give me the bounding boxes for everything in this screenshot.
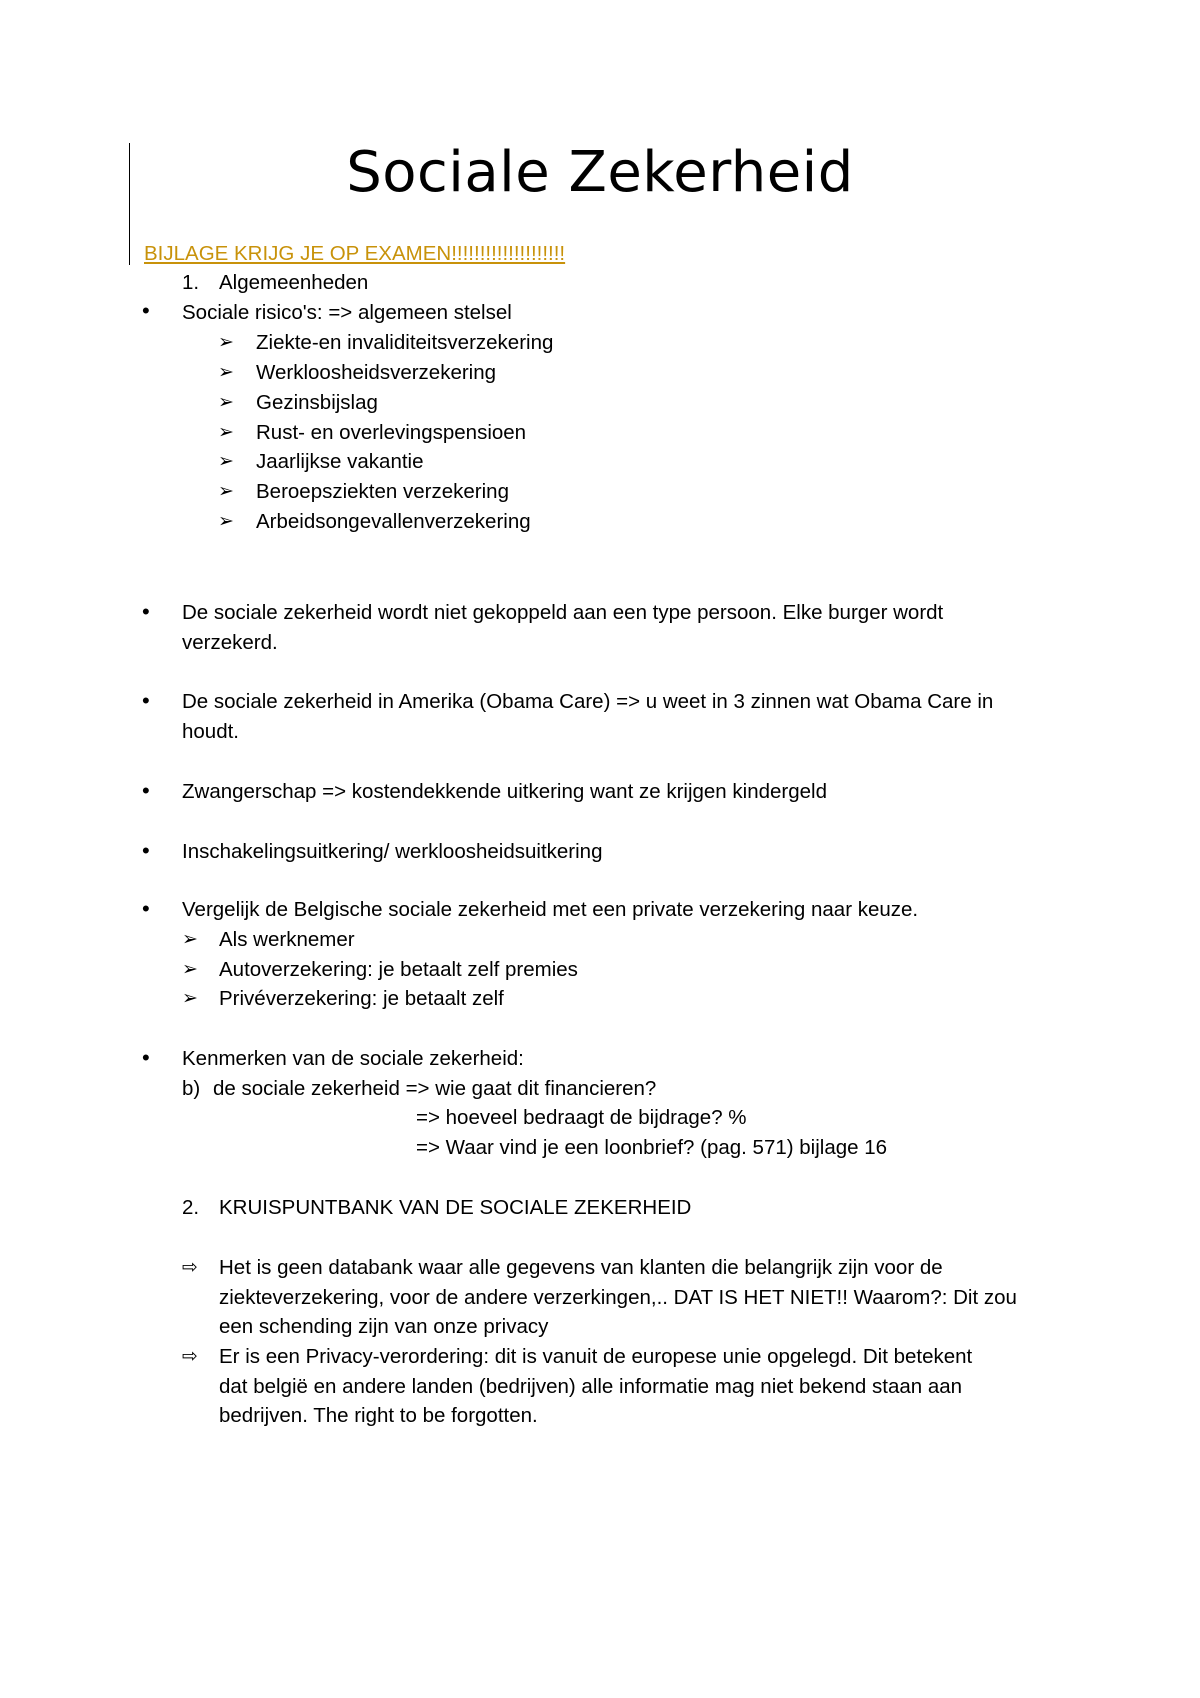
section-2-p2-line-2: dat belgië en andere landen (bedrijven) alle informatie mag niet bekend staan aan xyxy=(219,1375,963,1398)
bullet-3-line-1: De sociale zekerheid in Amerika (Obama Care) => u weet in 3 zinnen wat Obama Care in xyxy=(182,690,994,713)
arrow-risk-3: ➢ xyxy=(218,392,234,413)
arrow-risk-5: ➢ xyxy=(218,451,234,472)
bullet-7-text: Kenmerken van de sociale zekerheid: xyxy=(182,1047,524,1070)
section-2-p2-line-1: Er is een Privacy-verordering: dit is vanuit de europese unie opgelegd. Dit betekent xyxy=(219,1345,973,1368)
bullet-5-text: Inschakelingsuitkering/ werkloosheidsuitkering xyxy=(182,840,603,863)
bullet-6: • xyxy=(142,896,150,921)
b7-sub-line-3: => Waar vind je een loonbrief? (pag. 571) bijlage 16 xyxy=(416,1136,888,1159)
bullet-2-line-2: verzekerd. xyxy=(182,631,278,654)
bullet-7: • xyxy=(142,1045,150,1070)
arrow-b6-1: ➢ xyxy=(182,929,198,950)
bullet-4: • xyxy=(142,778,150,803)
section-2-p1-line-3: een schending zijn van onze privacy xyxy=(219,1315,549,1338)
arrow-risk-7: ➢ xyxy=(218,511,234,532)
section-2-p2-line-3: bedrijven. The right to be forgotten. xyxy=(219,1404,538,1427)
b6-item-3: Privéverzekering: je betaalt zelf xyxy=(219,987,504,1010)
risk-item-7: Arbeidsongevallenverzekering xyxy=(256,510,531,533)
b6-item-2: Autoverzekering: je betaalt zelf premies xyxy=(219,958,578,981)
bullet-risks: • xyxy=(142,298,150,323)
risk-item-2: Werkloosheidsverzekering xyxy=(256,361,497,384)
hollow-arrow-2-icon: ⇨ xyxy=(182,1346,198,1367)
section-2-heading: KRUISPUNTBANK VAN DE SOCIALE ZEKERHEID xyxy=(219,1196,692,1219)
bullet-4-text: Zwangerschap => kostendekkende uitkering want ze krijgen kindergeld xyxy=(182,780,827,803)
arrow-b6-2: ➢ xyxy=(182,959,198,980)
risks-lead: Sociale risico's: => algemeen stelsel xyxy=(182,301,512,324)
hollow-arrow-1-icon: ⇨ xyxy=(182,1257,198,1278)
bullet-5: • xyxy=(142,838,150,863)
document-title: Sociale Zekerheid xyxy=(346,140,854,205)
bullet-6-text: Vergelijk de Belgische sociale zekerheid met een private verzekering naar keuze. xyxy=(182,898,919,921)
risk-item-4: Rust- en overlevingspensioen xyxy=(256,421,527,444)
exam-banner: BIJLAGE KRIJG JE OP EXAMEN!!!!!!!!!!!!!!!!!!!! xyxy=(144,242,566,265)
risk-item-3: Gezinsbijslag xyxy=(256,391,378,414)
section-2-p1-line-2: ziekteverzekering, voor de andere verzerkingen,.. DAT IS HET NIET!! Waarom?: Dit zou xyxy=(219,1286,1017,1309)
arrow-b6-3: ➢ xyxy=(182,988,198,1009)
section-2-p1-line-1: Het is geen databank waar alle gegevens van klanten die belangrijk zijn voor de xyxy=(219,1256,943,1279)
arrow-risk-6: ➢ xyxy=(218,481,234,502)
b6-item-1: Als werknemer xyxy=(219,928,355,951)
bullet-3: • xyxy=(142,688,150,713)
risk-item-1: Ziekte-en invaliditeitsverzekering xyxy=(256,331,554,354)
arrow-risk-1: ➢ xyxy=(218,332,234,353)
risk-item-6: Beroepsziekten verzekering xyxy=(256,480,509,503)
sub-item-b-marker: b) xyxy=(182,1077,201,1100)
b7-sub-line-2: => hoeveel bedraagt de bijdrage? % xyxy=(416,1106,747,1129)
bullet-2-line-1: De sociale zekerheid wordt niet gekoppeld aan een type persoon. Elke burger wordt xyxy=(182,601,944,624)
section-2-number: 2. xyxy=(182,1196,200,1219)
section-1-number: 1. xyxy=(182,271,200,294)
bullet-2: • xyxy=(142,599,150,624)
b7-sub-line-1: de sociale zekerheid => wie gaat dit financieren? xyxy=(213,1077,657,1100)
arrow-risk-4: ➢ xyxy=(218,422,234,443)
arrow-risk-2: ➢ xyxy=(218,362,234,383)
section-1-heading: Algemeenheden xyxy=(219,271,369,294)
bullet-3-line-2: houdt. xyxy=(182,720,239,743)
risk-item-5: Jaarlijkse vakantie xyxy=(256,450,424,473)
